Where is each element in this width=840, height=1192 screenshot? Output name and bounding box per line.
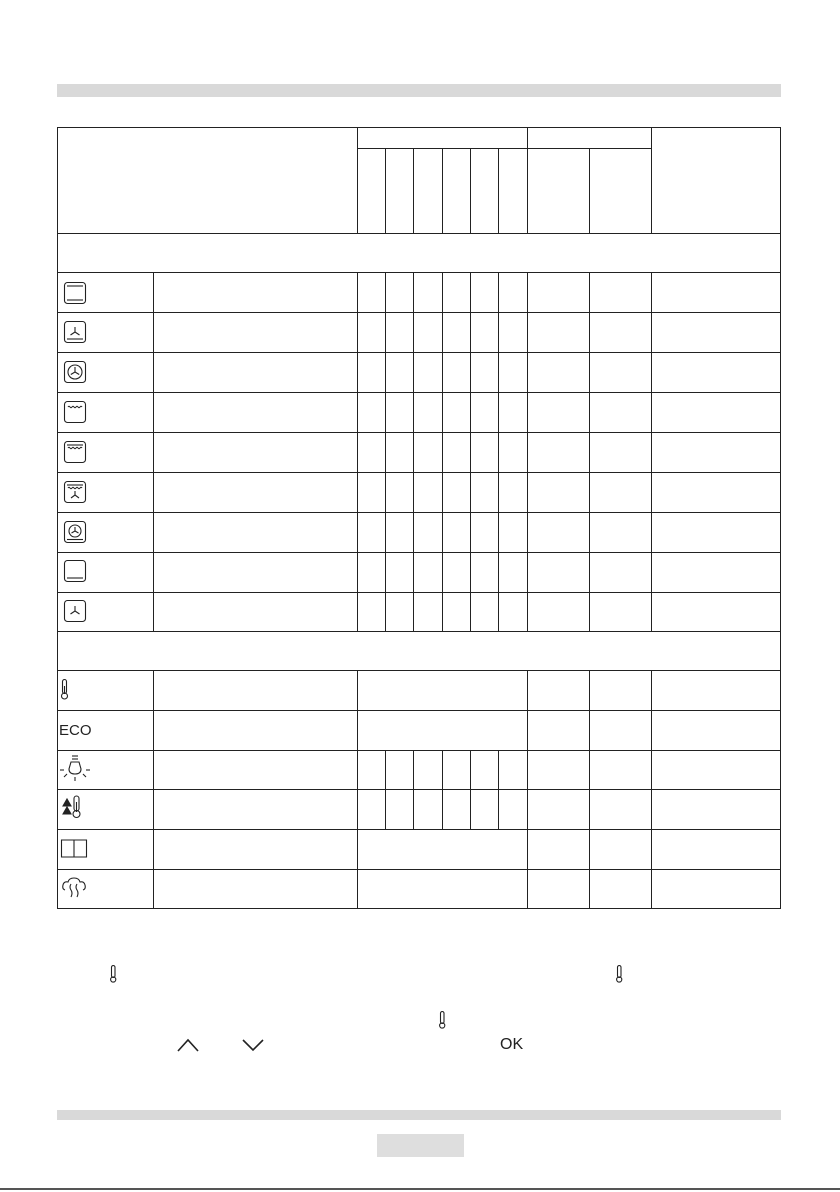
oven-ring-fan-icon <box>65 362 86 383</box>
quick-heat-icon <box>63 796 80 818</box>
chevron-up-icon <box>178 1040 198 1051</box>
oven-grill-icon <box>65 402 86 423</box>
thermometer-icon <box>440 1012 445 1029</box>
recipe-book-icon <box>62 840 87 857</box>
page-number-box <box>377 1134 464 1157</box>
bottom-footer-bar <box>57 1110 781 1120</box>
oven-ring-fan-bottom-icon <box>65 522 86 543</box>
oven-grill-fan-icon <box>65 482 86 503</box>
table-frame <box>58 128 781 909</box>
page-bottom-edge <box>0 1188 840 1190</box>
chevron-down-icon <box>243 1040 263 1050</box>
oven-grill-top-icon <box>65 442 86 463</box>
thermometer-icon <box>62 680 68 700</box>
ok-button-symbol: OK <box>500 1036 524 1053</box>
oven-bottom-heat-icon <box>65 561 86 582</box>
eco-mode-label: ECO <box>59 722 92 739</box>
oven-conventional-icon <box>65 283 86 304</box>
light-bulb-icon <box>60 756 90 781</box>
steam-icon <box>63 878 86 897</box>
oven-bottom-fan-icon <box>65 322 86 343</box>
oven-defrost-icon <box>65 601 86 622</box>
thermometer-icon <box>617 966 622 983</box>
thermometer-icon <box>111 966 116 983</box>
